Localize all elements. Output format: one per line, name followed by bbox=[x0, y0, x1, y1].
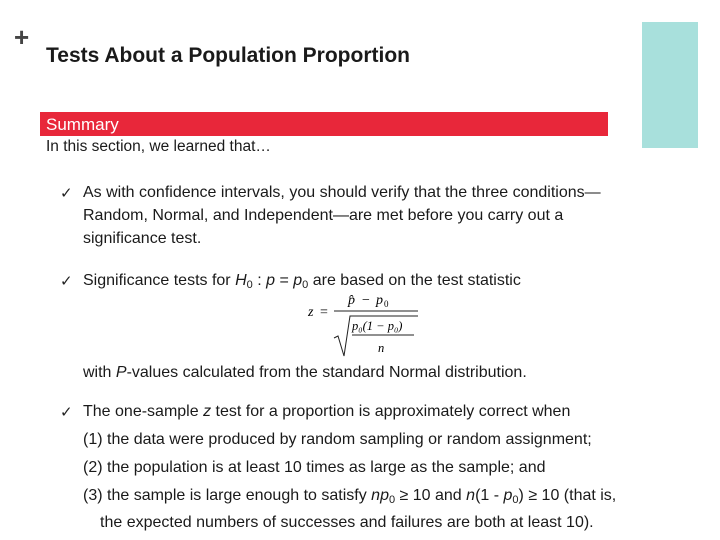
subscript: 0 bbox=[388, 494, 396, 506]
bullet-conditions-line1: As with confidence intervals, you should verify that the three conditions— bbox=[83, 184, 601, 201]
formula-p0-sub: 0 bbox=[384, 299, 389, 309]
text: ) ≥ 10 (that is, bbox=[518, 487, 617, 504]
subscript: 0 bbox=[512, 494, 519, 506]
slide-title: Tests About a Population Proportion bbox=[46, 44, 410, 67]
formula-z: z bbox=[308, 305, 314, 320]
summary-bar bbox=[40, 112, 608, 136]
n-symbol: n bbox=[371, 487, 381, 504]
formula-p-hat: p̂ bbox=[348, 293, 355, 308]
text: Significance tests for bbox=[83, 272, 236, 289]
text: are based on the test statistic bbox=[308, 272, 521, 289]
p0-symbol: p bbox=[293, 272, 303, 289]
p-symbol: p bbox=[503, 487, 513, 504]
p-symbol: p bbox=[380, 487, 389, 504]
n-symbol: n bbox=[466, 487, 476, 504]
condition-3-continued: the expected numbers of successes and failures are both at least 10). bbox=[100, 514, 594, 531]
h-symbol: H bbox=[235, 272, 247, 289]
text: (3) the sample is large enough to satisfy bbox=[83, 487, 372, 504]
checkmark-icon: ✓ bbox=[60, 185, 73, 202]
bullet-conditions-line3: significance test. bbox=[83, 230, 202, 247]
subscript: 0 bbox=[302, 279, 309, 291]
summary-label: Summary bbox=[46, 115, 119, 134]
formula-p0: p bbox=[376, 293, 383, 308]
condition-2: (2) the population is at least 10 times as large as the sample; and bbox=[83, 459, 546, 476]
text: (1 - bbox=[475, 487, 504, 504]
subscript: 0 bbox=[246, 279, 253, 291]
text: -values calculated from the standard Normal distribution. bbox=[126, 364, 527, 381]
text: with bbox=[83, 364, 116, 381]
condition-3 bbox=[83, 483, 616, 513]
z-symbol: z bbox=[203, 403, 212, 420]
bullet-conditions bbox=[83, 180, 601, 251]
accent-block bbox=[642, 22, 698, 148]
bullet-conditions-list bbox=[83, 399, 616, 535]
text: The one-sample bbox=[83, 403, 204, 420]
summary-intro: In this section, we learned that… bbox=[46, 138, 271, 155]
text: test for a proportion is approximately correct when bbox=[211, 403, 571, 420]
text: : bbox=[252, 272, 267, 289]
z-statistic-formula bbox=[300, 290, 430, 358]
p-symbol: p bbox=[266, 272, 276, 289]
bullet-intro bbox=[83, 399, 616, 424]
formula-variance-numerator: p₀(1 − p₀) bbox=[352, 319, 403, 333]
p-symbol: P bbox=[115, 364, 127, 381]
text: = bbox=[275, 272, 294, 289]
checkmark-icon: ✓ bbox=[60, 273, 73, 290]
bullet-conditions-line2: Random, Normal, and Independent—are met before you carry out a bbox=[83, 207, 564, 224]
formula-equals: = bbox=[320, 305, 328, 320]
checkmark-icon: ✓ bbox=[60, 404, 73, 421]
condition-1: (1) the data were produced by random sampling or random assignment; bbox=[83, 431, 592, 448]
text: ≥ 10 and bbox=[395, 487, 467, 504]
bullet-test-statistic-followup bbox=[83, 360, 527, 385]
plus-symbol: + bbox=[14, 22, 30, 52]
formula-n: n bbox=[378, 341, 385, 355]
formula-minus: − bbox=[362, 293, 370, 308]
